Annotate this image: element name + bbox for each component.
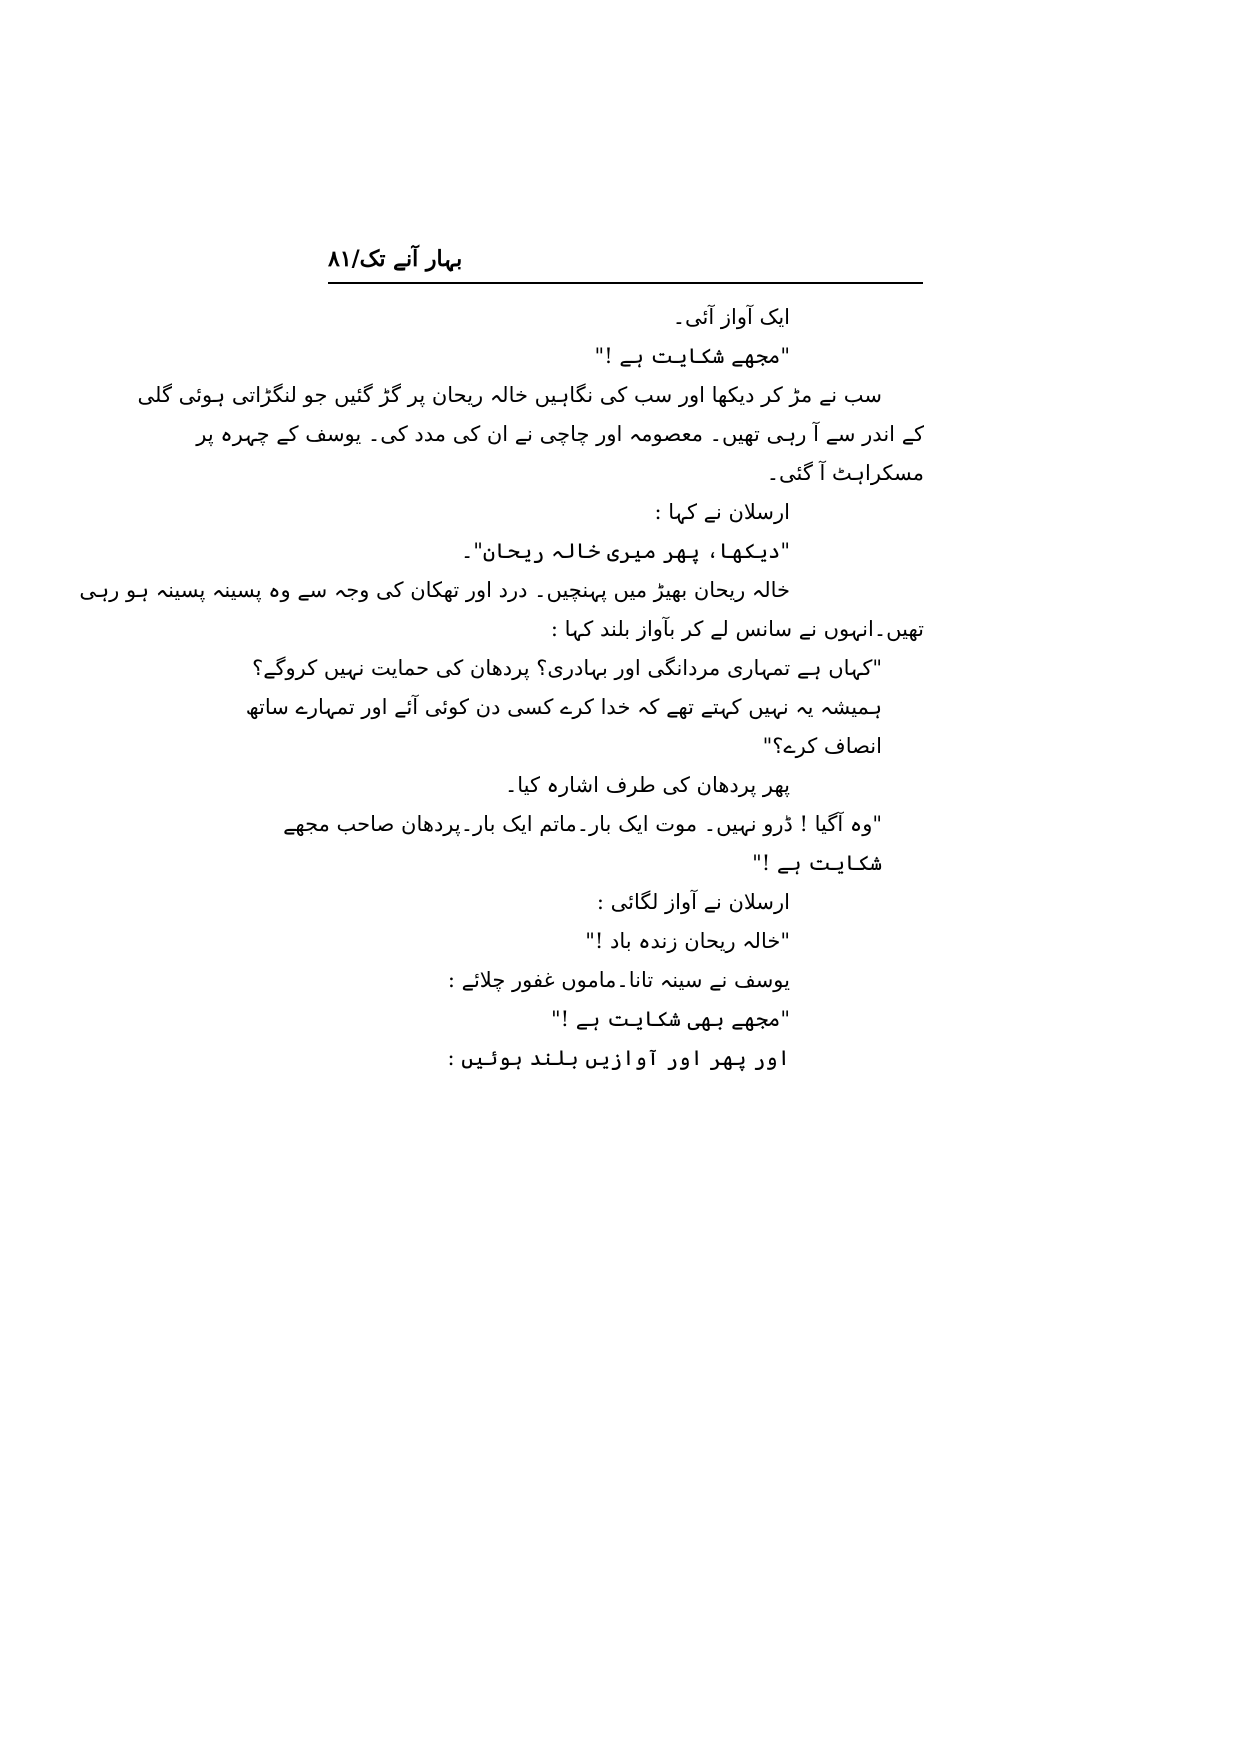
running-title: بہار آنے تک/۸۱ bbox=[328, 246, 463, 272]
text-line: شکایت ہے !" bbox=[752, 851, 882, 875]
text-line: "خالہ ریحان زندہ باد !" bbox=[585, 929, 790, 953]
text-line: یوسف نے سینہ تانا۔ماموں غفور چلائے : bbox=[447, 968, 790, 992]
page-body bbox=[79, 298, 924, 1078]
text-line: ہمیشہ یہ نہیں کہتے تھے کہ خدا کرے کسی دن کوئی آئے اور تمہارے ساتھ bbox=[245, 695, 882, 719]
text-line: ایک آواز آئی۔ bbox=[672, 305, 790, 329]
text-line: "مجھے شکایت ہے !" bbox=[594, 344, 790, 368]
text-line: ارسلان نے کہا : bbox=[654, 500, 790, 524]
page-header bbox=[328, 244, 923, 284]
text-line: خالہ ریحان بھیڑ میں پہنچیں۔ درد اور تھکان کی وجہ سے وہ پسینہ پسینہ ہو رہی bbox=[79, 578, 790, 602]
text-line: اور پھر اور آوازیں بلند ہوئیں : bbox=[447, 1046, 790, 1070]
text-line: تھیں۔انہوں نے سانس لے کر بآواز بلند کہا : bbox=[550, 617, 924, 641]
text-line: "کہاں ہے تمہاری مردانگی اور بہادری؟ پردھان کی حمایت نہیں کروگے؟ bbox=[252, 656, 882, 680]
text-line: پھر پردھان کی طرف اشارہ کیا۔ bbox=[504, 773, 790, 797]
text-line: ارسلان نے آواز لگائی : bbox=[596, 890, 790, 914]
text-line: انصاف کرے؟" bbox=[762, 734, 882, 758]
text-line: کے اندر سے آ رہی تھیں۔ معصومہ اور چاچی نے ان کی مدد کی۔ یوسف کے چہرہ پر bbox=[196, 422, 924, 446]
text-line: "مجھے بھی شکایت ہے !" bbox=[550, 1007, 790, 1031]
text-line: "وہ آگیا ! ڈرو نہیں۔ موت ایک بار۔ماتم ایک بار۔پردھان صاحب مجھے bbox=[283, 812, 882, 836]
text-line: "دیکھا، پھر میری خالہ ریحان"۔ bbox=[460, 539, 790, 563]
text-line: سب نے مڑ کر دیکھا اور سب کی نگاہیں خالہ ریحان پر گڑ گئیں جو لنگڑاتی ہوئی گلی bbox=[137, 383, 882, 407]
text-line: مسکراہٹ آ گئی۔ bbox=[766, 461, 924, 485]
